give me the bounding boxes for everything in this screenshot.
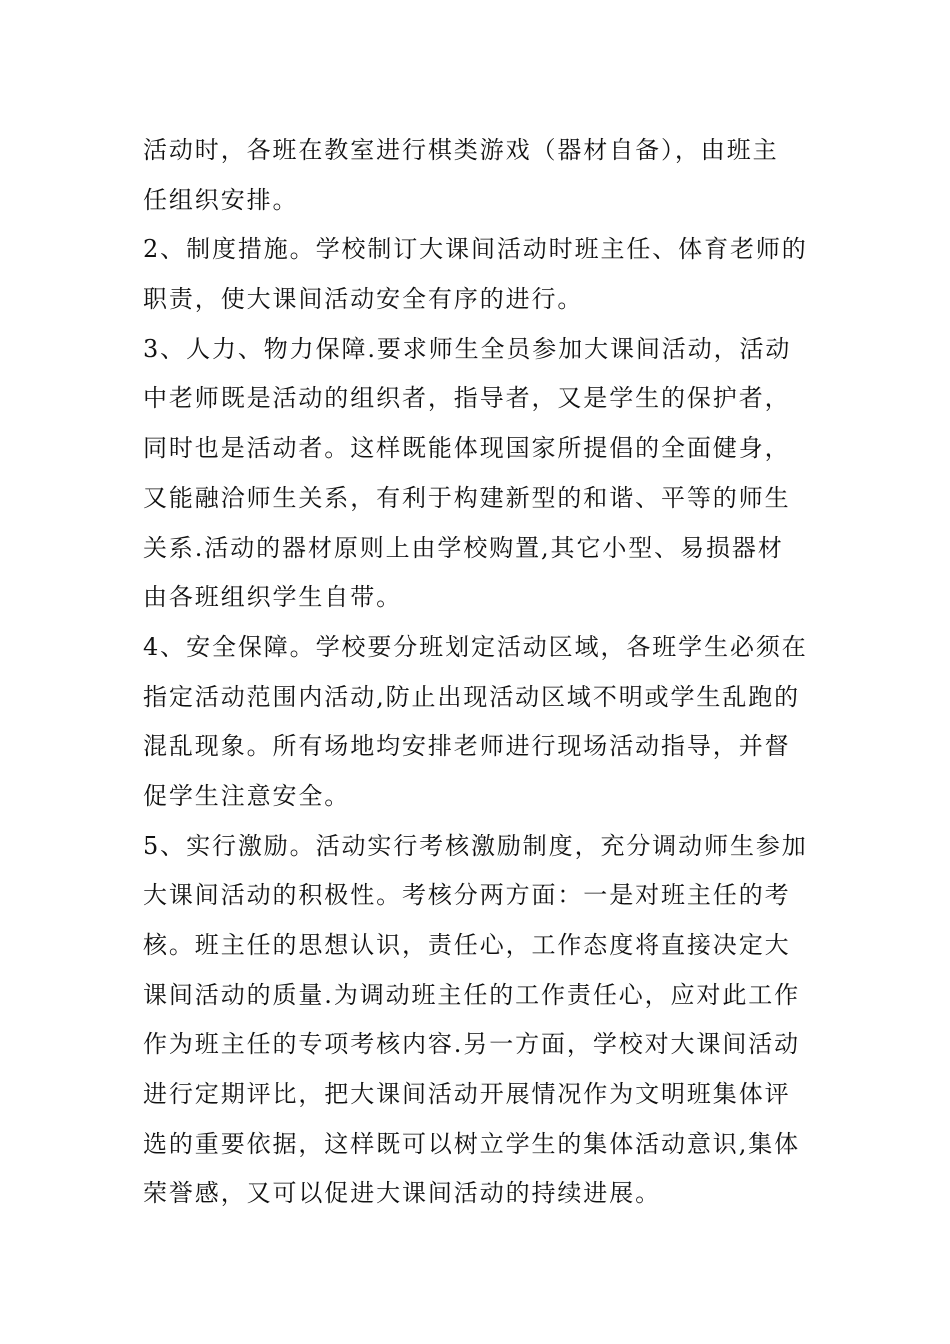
text-line: 活动时，各班在教室进行棋类游戏（器材自备），由班主 [143, 136, 779, 164]
paragraph-4-safety-guarantee [143, 623, 808, 822]
text-line: 4、安全保障。学校要分班划定活动区域，各班学生必须在 [143, 632, 808, 661]
text-line: 职责，使大课间活动安全有序的进行。 [143, 285, 584, 314]
text-line: 同时也是活动者。这样既能体现国家所提倡的全面健身， [143, 434, 791, 463]
text-line: 5、实行激励。活动实行考核激励制度，充分调动师生参加 [143, 831, 808, 860]
paragraph-5-incentives [143, 822, 808, 1220]
text-line: 2、制度措施。学校制订大课间活动时班主任、体育老师的 [143, 235, 808, 264]
text-line: 大课间活动的积极性。考核分两方面：一是对班主任的考 [143, 881, 791, 910]
text-line: 由各班组织学生自带。 [143, 583, 402, 612]
text-line: 关系.活动的器材原则上由学校购置,其它小型、易损器材 [143, 533, 784, 562]
text-line: 进行定期评比，把大课间活动开展情况作为文明班集体评 [143, 1080, 791, 1109]
text-line: 荣誉感，又可以促进大课间活动的持续进展。 [143, 1179, 661, 1208]
paragraph-3-resource-guarantee [143, 325, 808, 623]
paragraph-2-system-measures [143, 225, 808, 324]
text-line: 作为班主任的专项考核内容.另一方面，学校对大课间活动 [143, 1030, 801, 1059]
text-line: 中老师既是活动的组织者，指导者，又是学生的保护者， [143, 384, 791, 413]
text-line: 选的重要依据，这样既可以树立学生的集体活动意识,集体 [143, 1129, 801, 1158]
text-line: 混乱现象。所有场地均安排老师进行现场活动指导，并督 [143, 732, 791, 761]
paragraph-1 [143, 126, 808, 225]
text-line: 任组织安排。 [143, 185, 299, 214]
text-line: 又能融洽师生关系，有利于构建新型的和谐、平等的师生 [143, 483, 791, 512]
text-line: 3、人力、物力保障.要求师生全员参加大课间活动，活动 [143, 334, 792, 363]
text-line: 促学生注意安全。 [143, 781, 351, 810]
text-line: 课间活动的质量.为调动班主任的工作责任心，应对此工作 [143, 980, 801, 1009]
text-line: 指定活动范围内活动,防止出现活动区域不明或学生乱跑的 [143, 682, 801, 711]
text-line: 核。班主任的思想认识，责任心，工作态度将直接决定大 [143, 931, 791, 959]
document-page [143, 126, 808, 1219]
